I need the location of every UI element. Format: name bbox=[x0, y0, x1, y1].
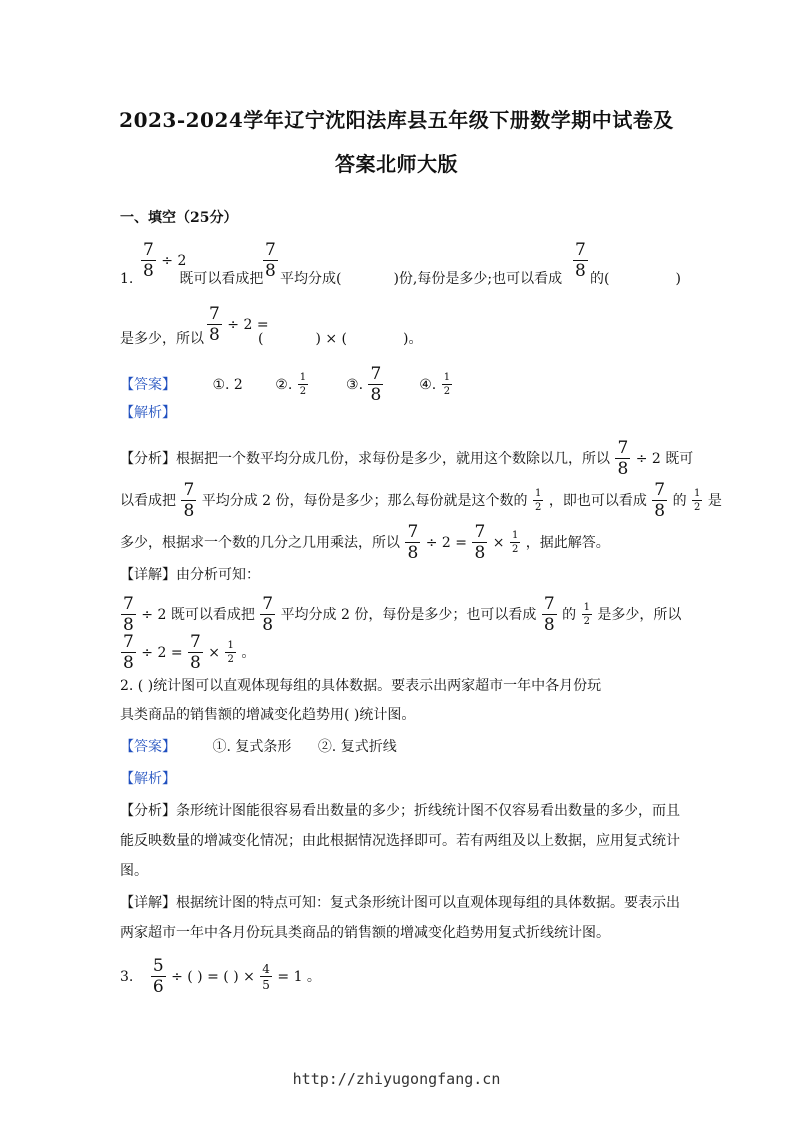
q1-fenxi-line-1: 【分析】根据把一个数平均分成几份，求每份是多少，就用这个数除以几，所以 $\frac{7}{8}$ ÷ 2 既可 bbox=[120, 438, 694, 479]
q1-fenxi-line-3: 多少，根据求一个数的几分之几用乘法，所以 $\frac{7}{8}$ ÷ 2 = $\frac{7}{8}$ × $\frac{1}{2}$ ，据此解答。 bbox=[120, 522, 610, 563]
q2-line-2: 具类商品的销售额的增减变化趋势用( )统计图。 bbox=[120, 707, 416, 723]
q2-xiangjie-line-2: 两家超市一年中各月份玩具类商品的销售额的增减变化趋势用复式折线统计图。 bbox=[120, 925, 610, 941]
q1-line-1-mid: 平均分成( )份,每份是多少;也可以看成 bbox=[280, 271, 563, 287]
q1-xiangjie-line-2: $\frac{7}{8}$ ÷ 2 既可以看成把 $\frac{7}{8}$ 平均分成 2 份，每份是多少；也可以看成 $\frac{7}{8}$ 的 $\frac{1}{2}$ 是多少，所以 bbox=[123, 594, 682, 635]
q2-analysis-label: 【解析】 bbox=[120, 771, 176, 787]
q2-fenxi-line-2: 能反映数量的增减变化情况；由此根据情况选择即可。若有两组及以上数据，应用复式统计 bbox=[120, 833, 680, 849]
q1-analysis-label: 【解析】 bbox=[120, 405, 176, 421]
q1-fraction-b: $\frac{7}{8}$ bbox=[575, 240, 586, 281]
q1-answer: 【答案】 ①. 2 ②. $\frac{1}{2}$ ③. $\frac{7}{8}$ ④. $\frac{1}{2}$ bbox=[120, 364, 451, 405]
q1-xiangjie-line-3: $\frac{7}{8}$ ÷ 2 = $\frac{7}{8}$ × $\frac{1}{2}$ 。 bbox=[123, 632, 256, 673]
q1-fraction-a: $\frac{7}{8}$ bbox=[265, 240, 276, 281]
page-title-line-1: 2023-2024学年辽宁沈阳法库县五年级下册数学期中试卷及 bbox=[119, 108, 674, 132]
q2-fenxi-line-3: 图。 bbox=[120, 863, 148, 879]
q2-line-1: 2. ( )统计图可以直观体现每组的具体数据。要表示出两家超市一年中各月份玩 bbox=[120, 678, 602, 694]
q1-expression-2: $\frac{7}{8}$ ÷ 2 = bbox=[209, 304, 269, 345]
page-title-line-2: 答案北师大版 bbox=[335, 152, 458, 176]
q1-line-2-end: ( ) × ( )。 bbox=[258, 331, 423, 347]
q1-expression-top: $\frac{7}{8}$ ÷ 2 bbox=[143, 240, 187, 281]
q1-fenxi-line-2: 以看成把 $\frac{7}{8}$ 平均分成 2 份，每份是多少；那么每份就是这个数的 $\frac{1}{2}$ ，即也可以看成 $\frac{7}{8}$ 的 $\frac{1}{2}$ 是 bbox=[120, 480, 722, 521]
q3-line: 3. $\frac{5}{6}$ ÷ ( ) = ( ) × $\frac{4}{5}$ = 1 。 bbox=[120, 956, 321, 997]
q1-line-2: 是多少，所以 bbox=[120, 331, 204, 347]
q1-line-1-end: 的( ) bbox=[590, 271, 681, 287]
q2-answer: 【答案】 ①. 复式条形 ②. 复式折线 bbox=[120, 739, 397, 755]
q2-fenxi-line-1: 【分析】条形统计图能很容易看出数量的多少；折线统计图不仅容易看出数量的多少，而且 bbox=[120, 803, 680, 819]
section-heading-fill-in: 一、填空（25分） bbox=[120, 210, 238, 226]
q1-xiangjie-head: 【详解】由分析可知： bbox=[120, 567, 260, 583]
q2-xiangjie-line-1: 【详解】根据统计图的特点可知：复式条形统计图可以直观体现每组的具体数据。要表示出 bbox=[120, 895, 680, 911]
footer-url: http://zhiyugongfang.cn bbox=[292, 1070, 501, 1088]
q1-line-1: 1. 既可以看成把 bbox=[120, 271, 264, 287]
